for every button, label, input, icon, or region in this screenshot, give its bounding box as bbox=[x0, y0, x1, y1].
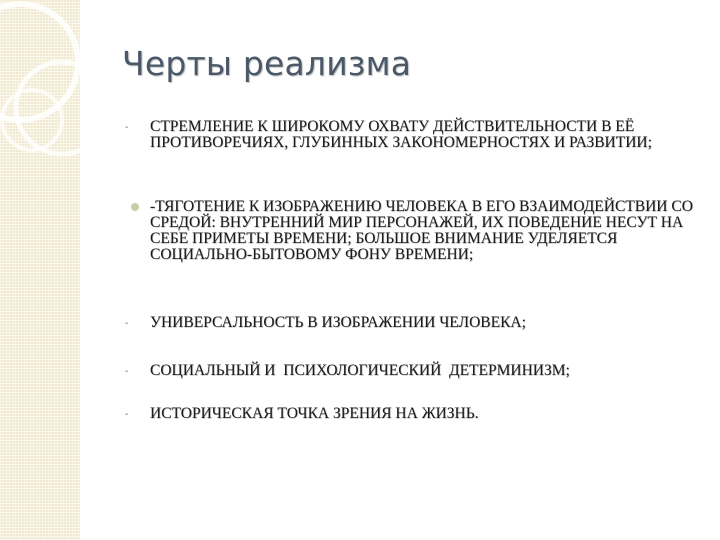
slide-title: Черты реализма bbox=[122, 44, 412, 83]
list-item-text: СТРЕМЛЕНИЕ К ШИРОКОМУ ОХВАТУ ДЕЙСТВИТЕЛЬНОСТИ В ЕЁ ПРОТИВОРЕЧИЯХ, ГЛУБИННЫХ ЗАКОНОМЕРНОСТЯХ И РАЗВИТИИ; bbox=[150, 118, 652, 151]
list-item-text: УНИВЕРСАЛЬНОСТЬ В ИЗОБРАЖЕНИИ ЧЕЛОВЕКА; bbox=[150, 314, 526, 331]
dash-bullet-icon: - bbox=[125, 409, 129, 420]
list-item-text: -ТЯГОТЕНИЕ К ИЗОБРАЖЕНИЮ ЧЕЛОВЕКА В ЕГО ВЗАИМОДЕЙСТВИИ СО СРЕДОЙ: ВНУТРЕННИЙ МИР ПЕРСОНАЖЕЙ, ИХ ПОВЕДЕНИЕ НЕСУТ НА СЕБЕ ПРИМЕТЫ ВРЕМЕНИ; БОЛЬШОЕ ВНИМАНИЕ УДЕЛЯЕТСЯ СОЦИАЛЬНО-БЫТОВОМУ ФОНУ ВРЕМЕНИ; bbox=[150, 198, 693, 263]
dash-bullet-icon: - bbox=[125, 366, 129, 377]
dash-bullet-icon: - bbox=[125, 122, 129, 133]
list-item-text: ИСТОРИЧЕСКАЯ ТОЧКА ЗРЕНИЯ НА ЖИЗНЬ. bbox=[150, 405, 479, 422]
list-item-text: СОЦИАЛЬНЫЙ И ПСИХОЛОГИЧЕСКИЙ ДЕТЕРМИНИЗМ; bbox=[150, 362, 570, 379]
dot-bullet-icon bbox=[131, 203, 139, 211]
dash-bullet-icon: - bbox=[125, 318, 129, 329]
